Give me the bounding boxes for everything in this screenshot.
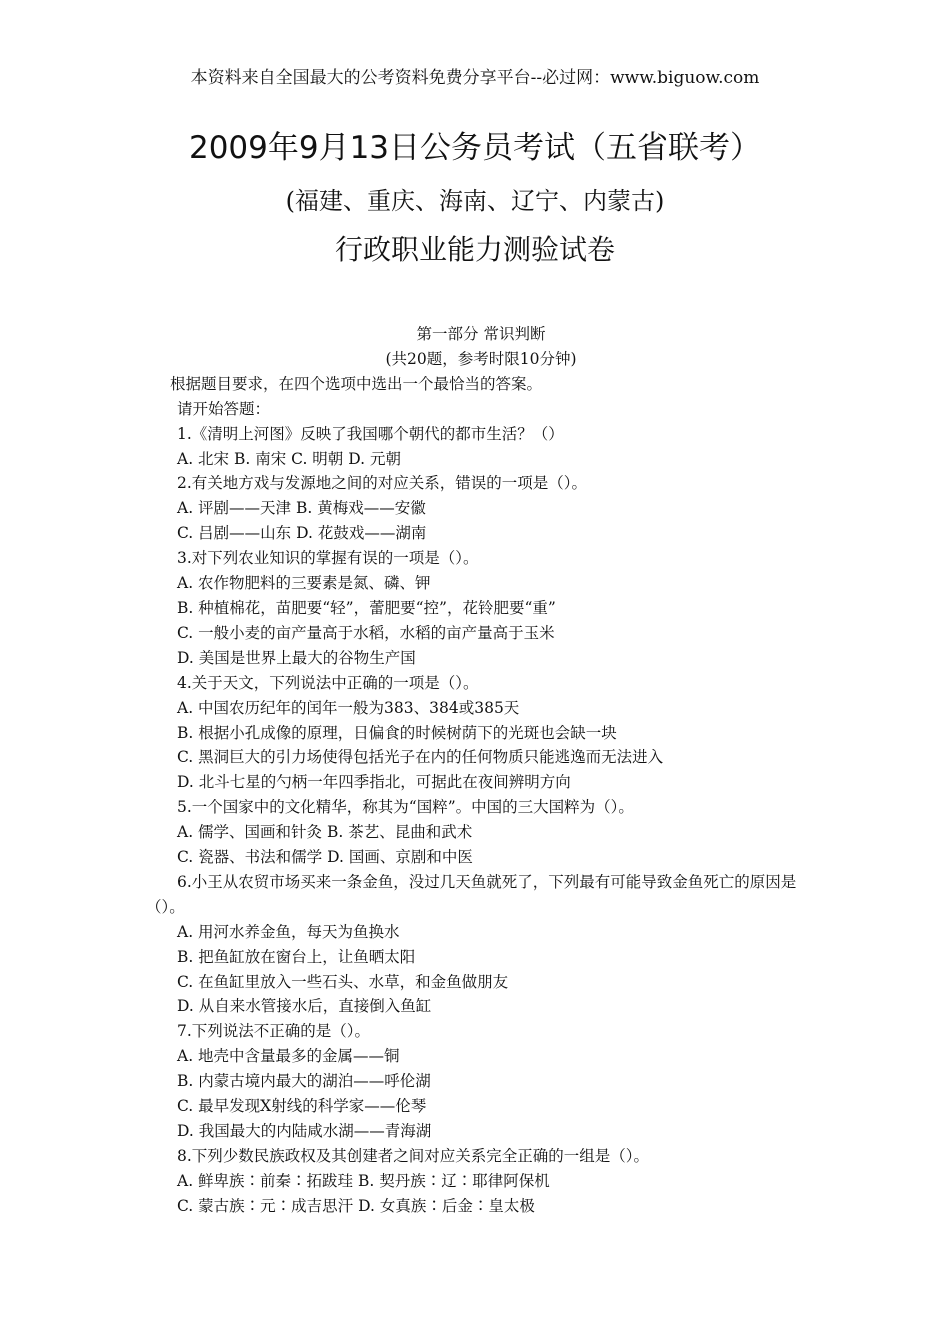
section-info: (共20题，参考时限10分钟) bbox=[385, 349, 577, 368]
question-line: 2.有关地方戏与发源地之间的对应关系，错误的一项是（）。 bbox=[177, 474, 588, 493]
option-line: A. 评剧——天津 B. 黄梅戏——安徽 bbox=[177, 499, 426, 518]
start-prompt: 请开始答题： bbox=[177, 399, 271, 418]
question-line: 5.一个国家中的文化精华，称其为“国粹”。中国的三大国粹为（）。 bbox=[177, 798, 634, 817]
option-line: C. 最早发现X射线的科学家——伦琴 bbox=[177, 1097, 427, 1116]
question-line: 3.对下列农业知识的掌握有误的一项是（）。 bbox=[177, 549, 479, 568]
option-line: B. 内蒙古境内最大的湖泊——呼伦湖 bbox=[177, 1072, 431, 1091]
question-line: 7.下列说法不正确的是（）。 bbox=[177, 1022, 371, 1041]
option-line: C. 吕剧——山东 D. 花鼓戏——湖南 bbox=[177, 524, 427, 543]
exam-subtitle: (福建、重庆、海南、辽宁、内蒙古) bbox=[285, 187, 665, 215]
option-line: A. 用河水养金鱼，每天为鱼换水 bbox=[177, 922, 400, 941]
option-line: A. 中国农历纪年的闰年一般为383、384或385天 bbox=[177, 698, 520, 717]
option-line: C. 瓷器、书法和儒学 D. 国画、京剧和中医 bbox=[177, 848, 473, 867]
site-header: 本资料来自全国最大的公考资料免费分享平台--必过网：www.biguow.com bbox=[190, 68, 760, 88]
option-line: A. 地壳中含量最多的金属——铜 bbox=[177, 1047, 400, 1066]
option-line: D. 北斗七星的勺柄一年四季指北，可据此在夜间辨明方向 bbox=[177, 773, 571, 792]
option-line: C. 黑洞巨大的引力场使得包括光子在内的任何物质只能逃逸而无法进入 bbox=[177, 748, 664, 767]
question-line: 4.关于天文，下列说法中正确的一项是（）。 bbox=[177, 673, 479, 692]
option-line: C. 一般小麦的亩产量高于水稻，水稻的亩产量高于玉米 bbox=[177, 623, 555, 642]
option-line: B. 种植棉花，苗肥要“轻”，蕾肥要“控”，花铃肥要“重” bbox=[177, 598, 556, 617]
question-line: 8.下列少数民族政权及其创建者之间对应关系完全正确的一组是（）。 bbox=[177, 1146, 650, 1165]
section-name: 第一部分 常识判断 bbox=[416, 325, 546, 343]
exam-content bbox=[146, 322, 816, 1219]
option-line: C. 蒙古族∶元∶成吉思汗 D. 女真族∶后金∶皇太极 bbox=[177, 1196, 535, 1215]
paper-title: 行政职业能力测验试卷 bbox=[334, 233, 615, 266]
option-line: D. 从自来水管接水后，直接倒入鱼缸 bbox=[177, 997, 432, 1016]
option-line: A. 农作物肥料的三要素是氮、磷、钾 bbox=[177, 574, 431, 593]
option-line: D. 我国最大的内陆咸水湖——青海湖 bbox=[177, 1122, 432, 1140]
option-line: B. 把鱼缸放在窗台上，让鱼晒太阳 bbox=[177, 947, 416, 966]
question-6: 6.小王从农贸市场买来一条金鱼，没过几天鱼就死了，下列最有可能导致金鱼死亡的原因是（）。 bbox=[146, 872, 797, 916]
option-line: B. 根据小孔成像的原理，日偏食的时候树荫下的光斑也会缺一块 bbox=[177, 723, 617, 742]
instruction: 根据题目要求，在四个选项中选出一个最恰当的答案。 bbox=[170, 374, 543, 393]
exam-title: 2009年9月13日公务员考试（五省联考） bbox=[188, 130, 762, 166]
option-line: A. 北宋 B. 南宋 C. 明朝 D. 元朝 bbox=[177, 449, 401, 468]
option-line: A. 鲜卑族∶前秦∶拓跋珪 B. 契丹族∶辽∶耶律阿保机 bbox=[177, 1171, 550, 1190]
option-line: D. 美国是世界上最大的谷物生产国 bbox=[177, 648, 416, 667]
option-line: C. 在鱼缸里放入一些石头、水草，和金鱼做朋友 bbox=[177, 972, 509, 991]
option-line: A. 儒学、国画和针灸 B. 茶艺、昆曲和武术 bbox=[177, 823, 473, 842]
question-line: 1.《清明上河图》反映了我国哪个朝代的都市生活？（） bbox=[177, 424, 564, 443]
